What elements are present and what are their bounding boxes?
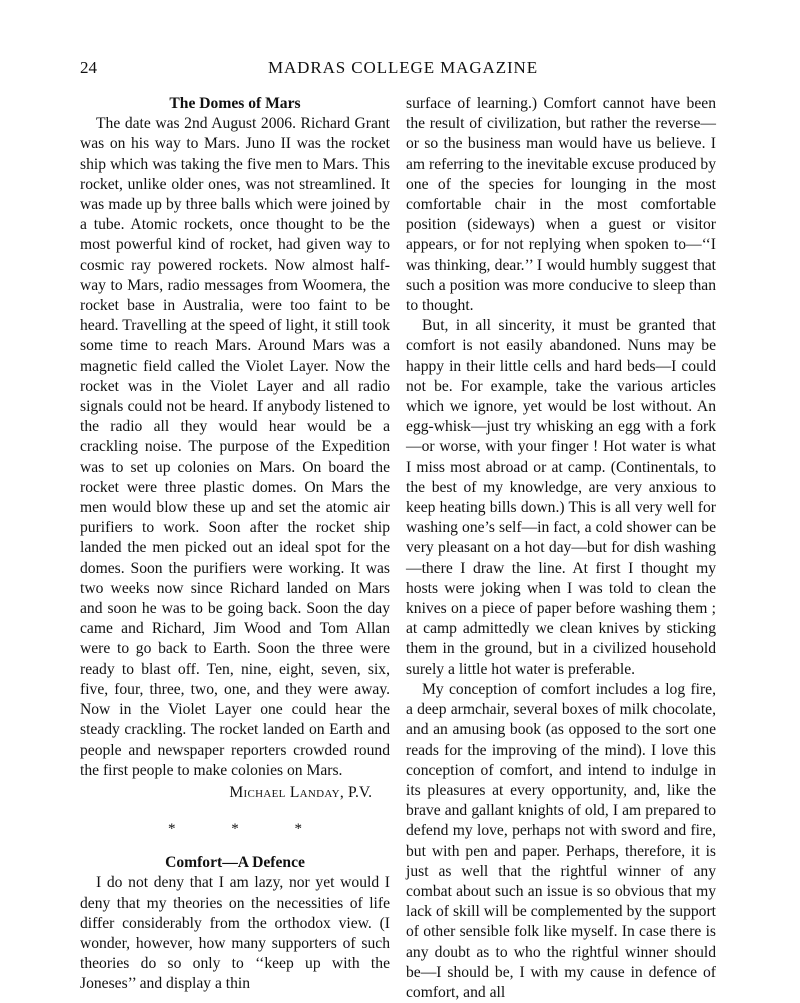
section-separator: * * * [168,821,328,838]
article-title-domes-of-mars: The Domes of Mars [169,95,301,112]
page-number: 24 [80,58,97,77]
comfort-paragraph-3: My conception of comfort includes a log fire, a deep armchair, several boxes of milk chocolate, and an amusing book (as opposed to the sort one reads for the improving of the mind). I love this conception of comfort, and intend to indulge in its pleasures at every opportunity, and, like the brave and gallant knights of old, I am prepared to defend my love, perhaps not with sword and fire, but with pen and paper. Perhaps, therefore, it is just as well that the rightful winner of any combat about such an issue is so obvious that my lack of skill will be complemented by the support of other sensible folk like myself. In case there is any doubt as to who the rightful winner should be—I should be, I with my cause in defence of comfort, and all [406,680,716,1001]
left-column [80,94,390,995]
article-title-comfort: Comfort—A Defence [165,854,305,872]
running-title: MADRAS COLLEGE MAGAZINE [267,58,539,77]
comfort-paragraph-2: But, in all sincerity, it must be granted that comfort is not easily abandoned. Nuns may be happy in their little cells and hard beds—I could not be. For example, take the various articles which we ignore, yet would be lost without. An egg-whisk—just try whisking an egg with a fork—or worse, with your finger ! Hot water is what I miss most abroad or at camp. (Continentals, to the best of my knowledge, are very anxious to keep heating bills down.) This is all very well for washing one’s self—in fact, a cold shower can be very pleasant on a hot day—but for dish washing—there I draw the line. At first I thought my hosts were joking when I was told to clean the knives on a piece of paper before washing them ; at camp admittedly we clean knives by sticking them in the ground, but in a civilized household surely a little hot water is preferable. [406,317,716,678]
author-form: P.V. [348,783,372,801]
right-column [406,94,716,1003]
author-signature [80,783,372,803]
author-name: Michael Landay, [229,783,345,801]
comfort-paragraph-1-continued: surface of learning.) Comfort cannot have been the result of civilization, but rather the reverse—or so the business man would have us believe. I am referring to the inevitable excuse produced by one of the species for lounging in the most comfortable chair in the most comfortable position (sideways) when a guest or visitor appears, or for not replying when spoken to—‘‘I was thinking, dear.’’ I would humbly suggest that such a position was more conducive to sleep than to thought. [406,95,716,315]
page-header [80,58,726,82]
article-body-domes-of-mars: The date was 2nd August 2006. Richard Grant was on his way to Mars. Juno II was the rocket ship which was taking the five men to Mars. This rocket, unlike older ones, was not streamlined. It was made up by three balls which were joined by a tube. Atomic rockets, once thought to be the most powerful kind of rocket, had given way to cosmic ray powered rockets. Now almost half-way to Mars, radio messages from Woomera, the rocket base in Australia, were too faint to be heard. Travelling at the speed of light, it still took some time to reach Mars. Around Mars was a magnetic field called the Violet Layer. Now the rocket was in the Violet Layer and all radio signals could not be heard. If anybody listened to the radio all they would hear would be a crackling noise. The purpose of the Expedition was to set up colonies on Mars. On board the rocket were three plastic domes. On Mars the men would blow these up and set the atomic air purifiers to work. Soon after the rocket ship landed the men picked out an ideal spot for the domes. Soon the purifiers were working. It was two weeks now since Richard landed on Mars and soon he was to be going back. Soon the day came and Richard, Jim Wood and Tom Allan were to go back to Earth. Soon the three were ready to blast off. Ten, nine, eight, seven, six, five, four, three, two, one, and they were away. Now in the Violet Layer one could hear the steady crackling. The rocket landed on Earth and people and newspaper reporters crowded round the first people to make colonies on Mars. [80,115,390,779]
comfort-paragraph-1-start: I do not deny that I am lazy, nor yet would I deny that my theories on the necessities of life differ considerably from the orthodox view. (I wonder, however, how many supporters of such theories do so only to ‘‘keep up with the Joneses’’ and display a thin [80,874,390,993]
